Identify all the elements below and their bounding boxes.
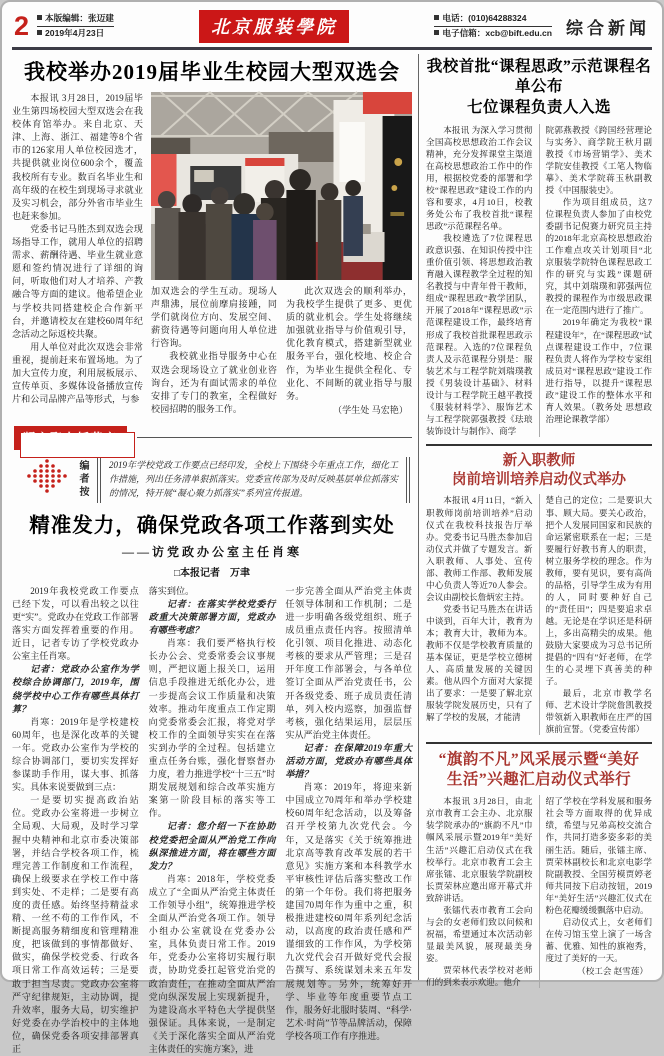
article-title xyxy=(426,57,652,119)
interview-column-3 xyxy=(285,585,412,1056)
article-interview xyxy=(12,508,412,1056)
paragraph: 肖寒：我们要严格执行校长办公会、党委常委会议事规则，严把议题上报关口，运用信息手段推进无纸化办公，进一步提高会议工作质量和决策效率。推动年度重点工作定期向党委常委会汇报，将党对学校工作的全面领导实实在在落实到办学的全过程。包括建立重点任务台账，强化督察督办力度，着力推进学校“十三五”时期发展规划和综合改革实施方案第一阶段目标的落实等工作。 xyxy=(148,638,276,819)
square-bullet-icon xyxy=(37,15,42,20)
paragraph: 楚自己的定位；二是要识大事、顾大局。要关心政治，把个人发展同国家和民族的命运紧密联系在一起；三是要履行好教书育人的职责，树立服务学校的理念。作为教师，要有见识，要有高尚的品格，引导学生成为有用的人，同时要种好自己的“责任田”；四是要追求卓越。无论是在学识还是科研上，多出高精尖的成果。他鼓励大家要成为习总书记所提倡的“四有”好老师，在学生的心灵埋下真善美的种子。 xyxy=(545,495,652,686)
paragraph: 用人单位对此次双选会非常重视，提前赶来布置场地。为了加大宣传力度，利用展板展示、宣传单页、多媒体设备播放宣传片和公司品牌产品等形式，与参 xyxy=(12,341,143,405)
series-badge-row xyxy=(14,426,412,450)
paragraph: 2019年确定为我校“课程建设年”，在“课程思政”试点课程建设工作中，7位课程负责人将作为学校专家组成员对“课程思政”建设工作进行指导，以提升“课程思政”建设工作的整体水平和育人效果。（教务处 思想政治理论课教学部） xyxy=(545,317,652,424)
article-column-b xyxy=(539,494,653,735)
issue-date: 2019年4月23日 xyxy=(45,28,105,38)
paragraph: 落实到位。 xyxy=(148,585,195,596)
page-content xyxy=(12,54,652,1055)
series-badge: 凝心聚力抓落实 xyxy=(14,426,127,450)
editors-note-label: 编者按 xyxy=(77,460,88,500)
paragraph: 本报讯 为深入学习贯彻全国高校思想政治工作会议精神，充分发挥课堂主渠道在高校思想政治工作中的作用，根据校党委的部署和学校“课程思政”建设工作的内容和要求，4月10日，校教务处公布了我校首批“课程思政”示范课程名单。 xyxy=(426,124,533,232)
article-column-b xyxy=(539,124,653,437)
editor-block xyxy=(37,13,114,39)
interview-byline: □本报记者 万聿 xyxy=(173,567,251,579)
paragraph: 贾荣林代表学校对老师们的到来表示欢迎。他介 xyxy=(426,964,533,987)
article-title: 我校举办2019届毕业生校园大型双选会 xyxy=(24,60,400,84)
paragraph: 张镭代表市教育工会向与会的女老师们致以问候和祝福，希望通过本次活动彰显最美风貌，展现最美身姿。 xyxy=(426,904,533,963)
title-line-2: 生活”兴趣汇启动仪式举行 xyxy=(446,771,632,789)
title-line-2: 岗前培训培养启动仪式举办 xyxy=(452,471,626,488)
title-line-1: “旗韵不凡”风采展示暨“美好 xyxy=(438,751,640,769)
paragraph: 2019年我校党政工作要点已经下发，可以看出较之以往更“实”。党政办在党政工作部署落实方面发挥着重要的作用。近日，记者专访了学校党政办公室主任肖寒。 xyxy=(12,585,139,662)
page-header xyxy=(12,10,652,46)
section-title: 综合新闻 xyxy=(566,19,650,38)
paragraph: 启动仪式上，女老师们在传习馆玉堂上演了一场含蓄、优雅、知性的旗袍秀，度过了美好的一天。 xyxy=(545,916,652,963)
title-line-2: 七位课程负责人入选 xyxy=(466,99,611,117)
article-qipao-show xyxy=(426,750,652,988)
article-title xyxy=(426,750,652,790)
editors-note-text: 2019年学校党政工作要点已经印发，全校上下围绕今年重点工作，细化工作措施，列出任务清单狠抓落实。党委宣传部为及时反映基层单位抓落实的情况，特开展“凝心聚力抓落实”系列宣传报道。 xyxy=(97,457,410,503)
article-column-a xyxy=(426,494,539,735)
paragraph: 肖寒：2018年，学校党委成立了“全面从严治党主体责任工作领导小组”，统筹推进学校全面从严治党各项工作。领导小组办公室就设在党委办公室，具体负责日常工作。2019年，党委办公室将切实履行职责，协助党委扛起管党治党的政治责任，在推动全面从严治党向纵深发展上实现新提升，为建设高水平特色大学提供坚强保证。具体来说，一是制定《关于深化落实全面从严治党主体责任的实施方案》，进 xyxy=(148,873,276,1055)
article-title xyxy=(426,452,652,490)
article-column-a xyxy=(426,795,539,988)
phone-number: 电话：(010)64288324 xyxy=(442,13,527,24)
article-curriculum-ideology xyxy=(426,57,652,437)
editor-name: 本版编辑：张迈建 xyxy=(45,13,114,24)
article-column-2 xyxy=(151,285,277,417)
job-fair-photo-illustration xyxy=(151,92,412,280)
contact-block xyxy=(434,13,552,39)
phone-line xyxy=(434,13,552,27)
masthead-logo: 北京服装學院 xyxy=(199,10,349,43)
square-bullet-icon xyxy=(434,15,439,20)
paragraph: 院郭燕教授《跨国经营理论与实务》、商学院王秋月副教授《市场营销学》、美术学院安佳教授《工笔人物临摹》、美术学院蒋玉秋副教授《中国服装史》。 xyxy=(545,124,652,196)
paragraph: 记者：党政办公室作为学校综合协调部门，2019年，围绕学校中心工作有哪些具体打算？ xyxy=(12,664,139,714)
paragraph: 肖寒：2019年，将迎来新中国成立70周年和举办学校建校60周年纪念活动，以及筹备召开学校第九次党代会。今年，又是落实《关于统筹推进北京高等教育改革发展的若干意见》实施方案和本科教学水平审核性评估后落实整改工作的第一个年份。我们将把服务建国70周年作为重中之重，积极推进建校60周年系列纪念活动，以高度的政治责任感和严谨细致的工作作风，为学校第九次党代会召开做好党代会报告撰写、系统谋划未来五年发展规划等。另外，统筹好开学、毕业等年度重要节点工作，服务好北服时装周、“科学·艺术·时尚”节等品牌活动，保障学校各项工作有序推进。 xyxy=(285,782,413,1041)
paragraph: 本报讯 3月28日，2019届毕业生第四场校园大型双选会在我校体育馆举办。来自北京、天津、上海、浙江、福建等8个省市的126家用人单位校园选才，共提供就业岗位600余个，覆盖我校所有专业。数百名毕业生和高年级的在校生到现场寻求就业及实习机会，部分外省市毕业生也赶来参加。 xyxy=(12,93,143,221)
paragraph: 记者：在落实学校党委行政重大决策部署方面，党政办有哪些考虑？ xyxy=(148,598,276,636)
email-address: 电子信箱：xcb@bift.edu.cn xyxy=(442,28,552,38)
interview-column-1 xyxy=(12,585,139,1056)
paragraph: 最后，北京市教学名师、艺术设计学院詹凯教授带领新入职教师在庄严的国旗前宣誓。（党委宣传部） xyxy=(545,687,652,735)
paragraph: 一是要切实提高政治站位。党政办公室将进一步树立全局观、大局观，及时学习掌握中央精神和北京市委决策部署，并结合学校各项工作，梳理完善工作制度和工作流程，确保上级要求在学校工作中落到实处、不走样；二是要有高度的责任感。始终坚持精益求精、一丝不苟的工作作风，不断提高服务精细度和管理精准度，把该做到的事情都做好、做实，确保学校党委、行政各项日常工作高效运转；三是要敢于担当尽责。党政办公室将严守纪律规矩，主动协调，提升效率，服务大局，切实维护好党委在办学治校中的主体地位，确保党委各项安排部署真正 xyxy=(12,795,139,1055)
paragraph: 记者：在保障2019年重大活动方面，党政办有哪些具体举措？ xyxy=(285,742,413,780)
left-region xyxy=(12,54,418,1055)
date-line xyxy=(37,28,114,40)
paragraph: 本报讯 3月28日，由北京市教育工会主办、北京服装学院承办的“旗韵不凡”巾帼风采展示暨2019年“美好生活”兴趣汇启动仪式在我校举行。北京市教育工会主席张镭、北京服装学院副校长贾荣林应邀出席开幕式并致辞讲话。 xyxy=(426,796,533,903)
article-column-a xyxy=(426,124,539,437)
page-number: 2 xyxy=(14,11,30,41)
paragraph: 一步完善全面从严治党主体责任领导体制和工作机制；二是进一步明确各级党组织、班子成员重点责任内容。按照清单化引领、项目化推进、动态化考核的要求从严管理；三是召开年度工作部署会，与各单位签订全面从严治党责任书，公开各级党委、班子成员责任清单，列入校内巡察，加强监督考核，强化结果运用，层层压实从严治党主体责任。 xyxy=(285,585,413,740)
editors-note xyxy=(26,457,410,503)
horizontal-rule xyxy=(426,742,652,744)
article-column-1 xyxy=(12,92,143,417)
article-column-3 xyxy=(286,285,412,417)
paragraph: 此次双选会的顺利举办，为我校学生提供了更多、更优质的就业机会。学生处将继续加强就业指导与价值观引导，优化教育模式，搭建新型就业服务平台，强化校地、校企合作，为毕业生提供全程化、专业化、不间断的就业指导与服务。 xyxy=(286,286,412,401)
paragraph: 党委书记马胜杰在讲话中谈到，百年大计，教育为本；教育大计，教师为本。教师不仅是学校教育质量的基本保证，更是学校立德树人、高质量发展的关键因素。他从四个方面对大家提出了要求：一是要了解北京服装学院发展历史，只有了解了学校的发展，才能清 xyxy=(426,603,533,723)
paragraph: （学生处 马宏艳） xyxy=(332,404,408,415)
paragraph: 我校遴选了7位课程思政意识强、在知识传授中注重价值引领、将思想政治教育融入课程教学全过程的知名教授与中青年骨干教师，组成“课程思政”教学团队，开展了2018年“课程思政”示范课程建设工作，最终培育形成了我校首批课程思政示范课程。入选的7位课程负责人及示范课程分别是：服装艺术与工程学院刘瑞璞教授《男装设计基础》、材料设计与工程学院王越平教授《服装材料学》、服饰艺术与工程学院郭强教授《珐琅装饰设计与制作》、商学 xyxy=(426,233,533,436)
editor-line xyxy=(37,13,114,27)
job-fair-photo xyxy=(151,92,412,280)
paragraph: 作为项目组成员，这7位课程负责人参加了由校党委副书记倪赛力研究员主持的2018年北京高校思想政治工作难点攻关计划项目“北京服装学院特色课程思政工作的研究与实践”课题研究，其中刘瑞璞和郭强两位教授的课程作为市级思政课在一定范围内进行了推广。 xyxy=(545,197,652,316)
paragraph: 党委书记马胜杰到双选会现场指导工作，就用人单位的招聘需求、薪酬待遇、毕业生就业意愿和签约情况进行了详细的询问，听取他们对人才培养、产教融合等方面的建议。他希望企业与学校共同搭建校企合作新平台，并邀请校友在建校60周年纪念活动之际返校共聚。 xyxy=(12,223,143,339)
paragraph: 记者：您介绍一下在协助校党委把全面从严治党工作向纵深推进方面，将在哪些方面发力？ xyxy=(148,821,276,871)
paragraph: 加双选会的学生互动。现场人声鼎沸，展位前摩肩接踵，同学们就岗位方向、发展空间、薪资待遇等问题向用人单位进行咨询。 xyxy=(151,286,277,349)
paragraph: （校工会 赵雪莲） xyxy=(577,965,648,976)
interview-column-2 xyxy=(149,585,276,1056)
right-region xyxy=(419,54,652,987)
interview-title: 精准发力，确保党政各项工作落到实处 xyxy=(29,514,395,537)
email-line xyxy=(434,28,552,40)
header-rule xyxy=(12,47,652,50)
square-bullet-icon xyxy=(434,30,439,35)
horizontal-rule xyxy=(137,437,412,438)
paragraph: 我校就业指导服务中心在双选会现场设立了就业创业咨询台，还为有面试需求的单位安排了专门的教室，全程做好校园招聘的服务工作。 xyxy=(151,351,277,414)
square-bullet-icon xyxy=(37,30,42,35)
article-new-teachers-training xyxy=(426,452,652,735)
title-line-1: 我校首批“课程思政”示范课程名单公布 xyxy=(426,58,652,96)
horizontal-rule xyxy=(426,444,652,446)
article-column-b xyxy=(539,795,653,988)
title-line-1: 新入职教师 xyxy=(502,452,576,469)
paragraph: 绍了学校在学科发展和服务社会等方面取得的优异成绩，希望与兄弟高校交流合作，共同打造多姿多彩的美丽生活。随后，张镭主席、贾荣林副校长和北京电影学院副教授、全国劳模贾婷老师共同按下启动按钮，2019年“美好生活”兴趣汇仪式在粉色花瓣缓缓飘落中启动。 xyxy=(545,796,652,915)
interview-subtitle: ——访党政办公室主任肖寒 xyxy=(121,544,302,559)
paragraph: 肖寒：2019年是学校建校60周年，也是深化改革的关键一年。党政办公室作为学校的综合协调部门，要切实发挥好参谋助手作用，谋大事、抓落实。具体来说要做到三点： xyxy=(12,716,139,793)
article-job-fair xyxy=(12,56,412,417)
editors-note-emblem-icon xyxy=(26,457,68,502)
paragraph: 本报讯 4月11日，“新入职教师岗前培训培养”启动仪式在我校科技报告厅举办。党委书记马胜杰参加启动仪式并做了专题发言。新入职教师、人事处、宣传部、教师工作部、教师发展中心负责人等近70人参会。会议由副校长詹炳宏主持。 xyxy=(426,495,533,602)
